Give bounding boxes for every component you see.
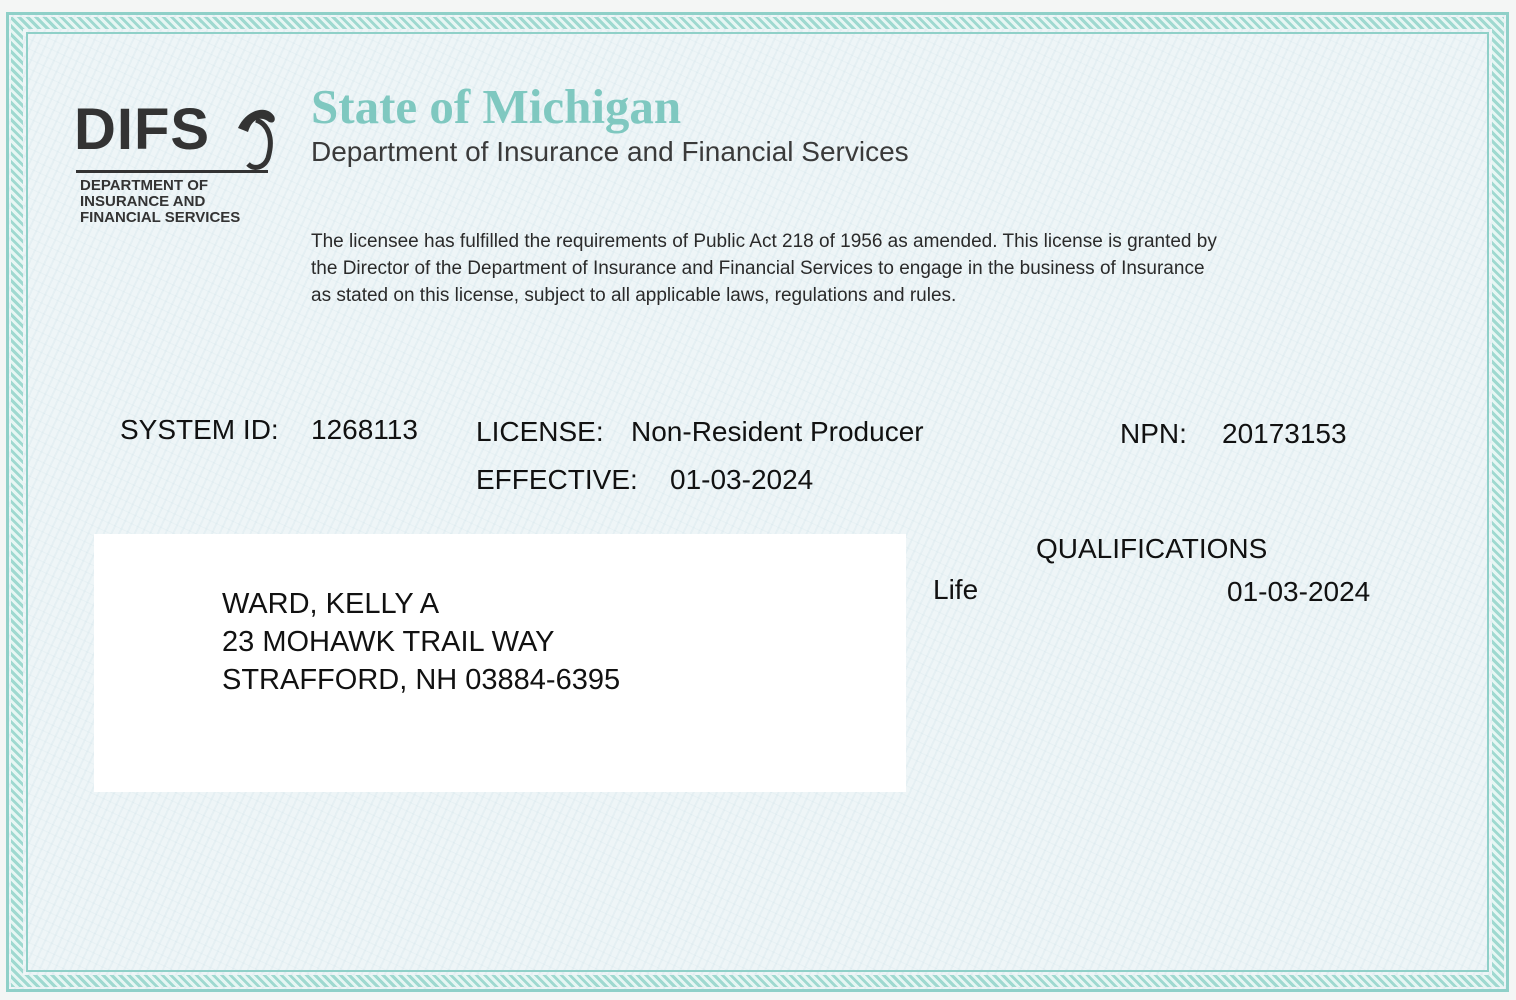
logo-wordmark: DIFS: [74, 97, 211, 162]
logo-rule: [76, 170, 268, 173]
licensee-street: 23 MOHAWK TRAIL WAY: [222, 626, 555, 658]
logo-subtitle-line: DEPARTMENT OF: [80, 177, 209, 194]
logo-subtitle-line: FINANCIAL SERVICES: [80, 209, 241, 226]
qualification-date: 01-03-2024: [1227, 576, 1371, 607]
effective-label: EFFECTIVE:: [476, 464, 638, 495]
qualification-name: Life: [933, 574, 979, 605]
state-title: State of Michigan: [311, 79, 682, 134]
logo-subtitle-line: INSURANCE AND: [80, 193, 206, 210]
npn-value: 20173153: [1222, 418, 1347, 449]
license-label: LICENSE:: [476, 416, 604, 447]
logo-swoosh-icon: [70, 98, 280, 178]
statement-line: the Director of the Department of Insurance and Financial Services to engage in the business of Insurance: [311, 258, 1205, 279]
effective-date-value: 01-03-2024: [670, 464, 814, 495]
licensee-name: WARD, KELLY A: [222, 588, 440, 620]
qualifications-heading: QUALIFICATIONS: [1036, 533, 1268, 564]
address-window: [94, 534, 906, 792]
logo-subtitle: [80, 178, 280, 226]
statement-line: The licensee has fulfilled the requirements of Public Act 218 of 1956 as amended. This license is granted by: [311, 231, 1217, 252]
department-title: Department of Insurance and Financial Services: [311, 136, 909, 167]
system-id-value: 1268113: [311, 414, 418, 445]
license-type-value: Non-Resident Producer: [631, 416, 924, 447]
difs-logo: [70, 98, 280, 238]
npn-label: NPN:: [1120, 418, 1187, 449]
statement-line: as stated on this license, subject to all applicable laws, regulations and rules.: [311, 285, 957, 306]
license-statement: [311, 228, 1391, 309]
licensee-city-state-zip: STRAFFORD, NH 03884-6395: [222, 664, 621, 696]
system-id-label: SYSTEM ID:: [120, 414, 279, 445]
